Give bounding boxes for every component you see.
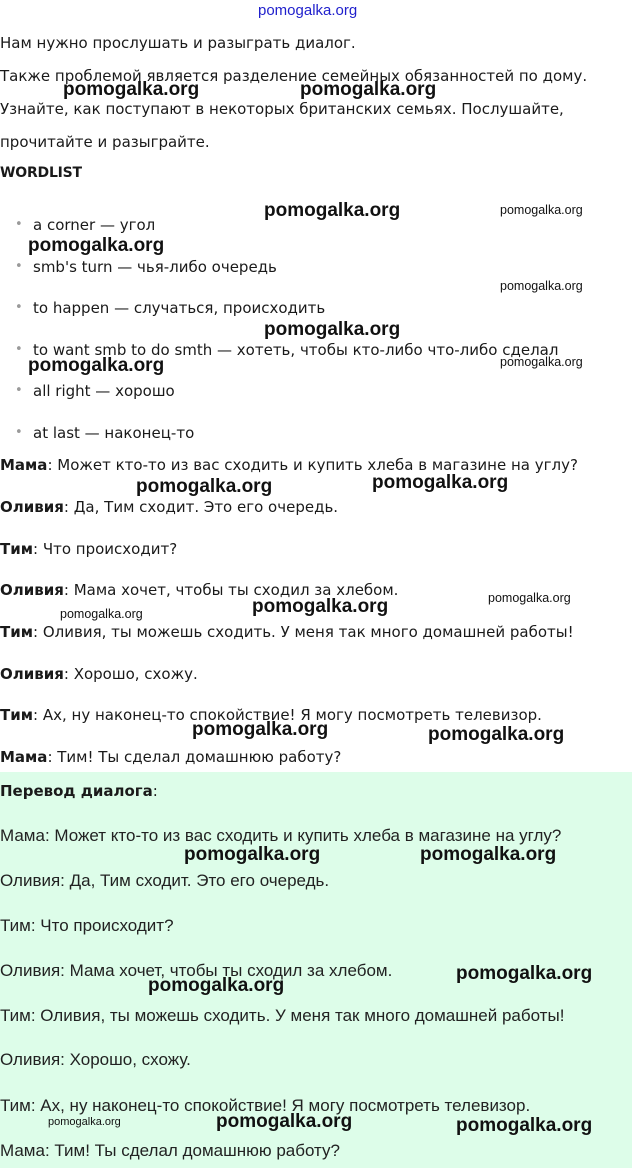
dialogue-text: : Да, Тим сходит. Это его очередь. xyxy=(63,498,339,516)
wordlist-item: to want smb to do smth — хотеть, чтобы кто-либо что-либо сделал xyxy=(33,341,559,359)
dialogue-line xyxy=(0,623,574,641)
dialogue-text: : Оливия, ты можешь сходить. У меня так много домашней работы! xyxy=(33,623,574,641)
dialogue-text: : Тим! Ты сделал домашнюю работу? xyxy=(47,748,342,766)
intro-line-4: прочитайте и разыграйте. xyxy=(0,133,210,151)
watermark: pomogalka.org xyxy=(216,1111,353,1132)
watermark: pomogalka.org xyxy=(500,279,583,293)
translation-heading-text: Перевод диалога xyxy=(0,782,153,800)
bullet-icon: • xyxy=(15,425,23,440)
translation-line: Тим: Оливия, ты можешь сходить. У меня так много домашней работы! xyxy=(0,1006,565,1025)
dialogue-text: : Что происходит? xyxy=(33,540,178,558)
watermark: pomogalka.org xyxy=(252,596,389,617)
translation-heading-colon: : xyxy=(152,782,158,800)
bullet-icon: • xyxy=(15,217,23,232)
translation-line: Тим: Что происходит? xyxy=(0,916,174,935)
bullet-icon: • xyxy=(15,342,23,357)
speaker-name: Мама xyxy=(0,748,48,766)
watermark: pomogalka.org xyxy=(63,79,200,100)
speaker-name: Мама xyxy=(0,456,48,474)
wordlist-item: to happen — случаться, происходить xyxy=(33,299,326,317)
intro-line-1: Нам нужно прослушать и разыграть диалог. xyxy=(0,34,356,52)
watermark: pomogalka.org xyxy=(264,200,401,221)
translation-line: Мама: Тим! Ты сделал домашнюю работу? xyxy=(0,1141,340,1160)
dialogue-text: : Может кто-то из вас сходить и купить хлеба в магазине на углу? xyxy=(47,456,578,474)
watermark-header[interactable]: pomogalka.org xyxy=(258,2,358,19)
speaker-name: Оливия xyxy=(0,581,64,599)
speaker-name: Тим xyxy=(0,540,34,558)
dialogue-line xyxy=(0,498,338,516)
watermark: pomogalka.org xyxy=(372,472,509,493)
dialogue-text: : Хорошо, схожу. xyxy=(63,665,198,683)
speaker-name: Тим xyxy=(0,706,34,724)
watermark: pomogalka.org xyxy=(300,79,437,100)
speaker-name: Оливия xyxy=(0,498,64,516)
bullet-icon: • xyxy=(15,383,23,398)
watermark: pomogalka.org xyxy=(48,1116,121,1128)
dialogue-line xyxy=(0,748,341,766)
watermark: pomogalka.org xyxy=(192,719,329,740)
wordlist-item: at last — наконец-то xyxy=(33,424,195,442)
bullet-icon: • xyxy=(15,259,23,274)
watermark: pomogalka.org xyxy=(148,975,285,996)
bullet-icon: • xyxy=(15,300,23,315)
watermark: pomogalka.org xyxy=(500,203,583,217)
watermark: pomogalka.org xyxy=(60,607,143,621)
wordlist-item: smb's turn — чья-либо очередь xyxy=(33,258,277,276)
watermark: pomogalka.org xyxy=(500,355,583,369)
translation-line: Тим: Ах, ну наконец-то спокойствие! Я могу посмотреть телевизор. xyxy=(0,1096,531,1115)
intro-line-2: Также проблемой является разделение семейных обязанностей по дому. xyxy=(0,67,588,85)
wordlist-heading: WORDLIST xyxy=(0,165,82,181)
watermark: pomogalka.org xyxy=(456,963,593,984)
speaker-name: Тим xyxy=(0,623,34,641)
dialogue-line xyxy=(0,665,198,683)
watermark: pomogalka.org xyxy=(420,844,557,865)
dialogue-line xyxy=(0,540,177,558)
speaker-name: Оливия xyxy=(0,665,64,683)
watermark: pomogalka.org xyxy=(488,591,571,605)
translation-line: Оливия: Хорошо, схожу. xyxy=(0,1050,191,1069)
dialogue-text: : Ах, ну наконец-то спокойствие! Я могу посмотреть телевизор. xyxy=(33,706,542,724)
wordlist-item: all right — хорошо xyxy=(33,382,175,400)
intro-line-3: Узнайте, как поступают в некоторых британских семьях. Послушайте, xyxy=(0,100,564,118)
watermark: pomogalka.org xyxy=(136,476,273,497)
translation-line: Оливия: Да, Тим сходит. Это его очередь. xyxy=(0,871,330,890)
watermark: pomogalka.org xyxy=(456,1115,593,1136)
wordlist-item: a corner — угол xyxy=(33,216,156,234)
watermark: pomogalka.org xyxy=(28,235,165,256)
translation-line: Оливия: Мама хочет, чтобы ты сходил за хлебом. xyxy=(0,961,393,980)
translation-heading xyxy=(0,782,158,800)
dialogue-text: : Мама хочет, чтобы ты сходил за хлебом. xyxy=(63,581,399,599)
watermark: pomogalka.org xyxy=(428,724,565,745)
watermark: pomogalka.org xyxy=(28,355,165,376)
watermark: pomogalka.org xyxy=(264,319,401,340)
watermark: pomogalka.org xyxy=(184,844,321,865)
translation-line: Мама: Может кто-то из вас сходить и купить хлеба в магазине на углу? xyxy=(0,826,562,845)
